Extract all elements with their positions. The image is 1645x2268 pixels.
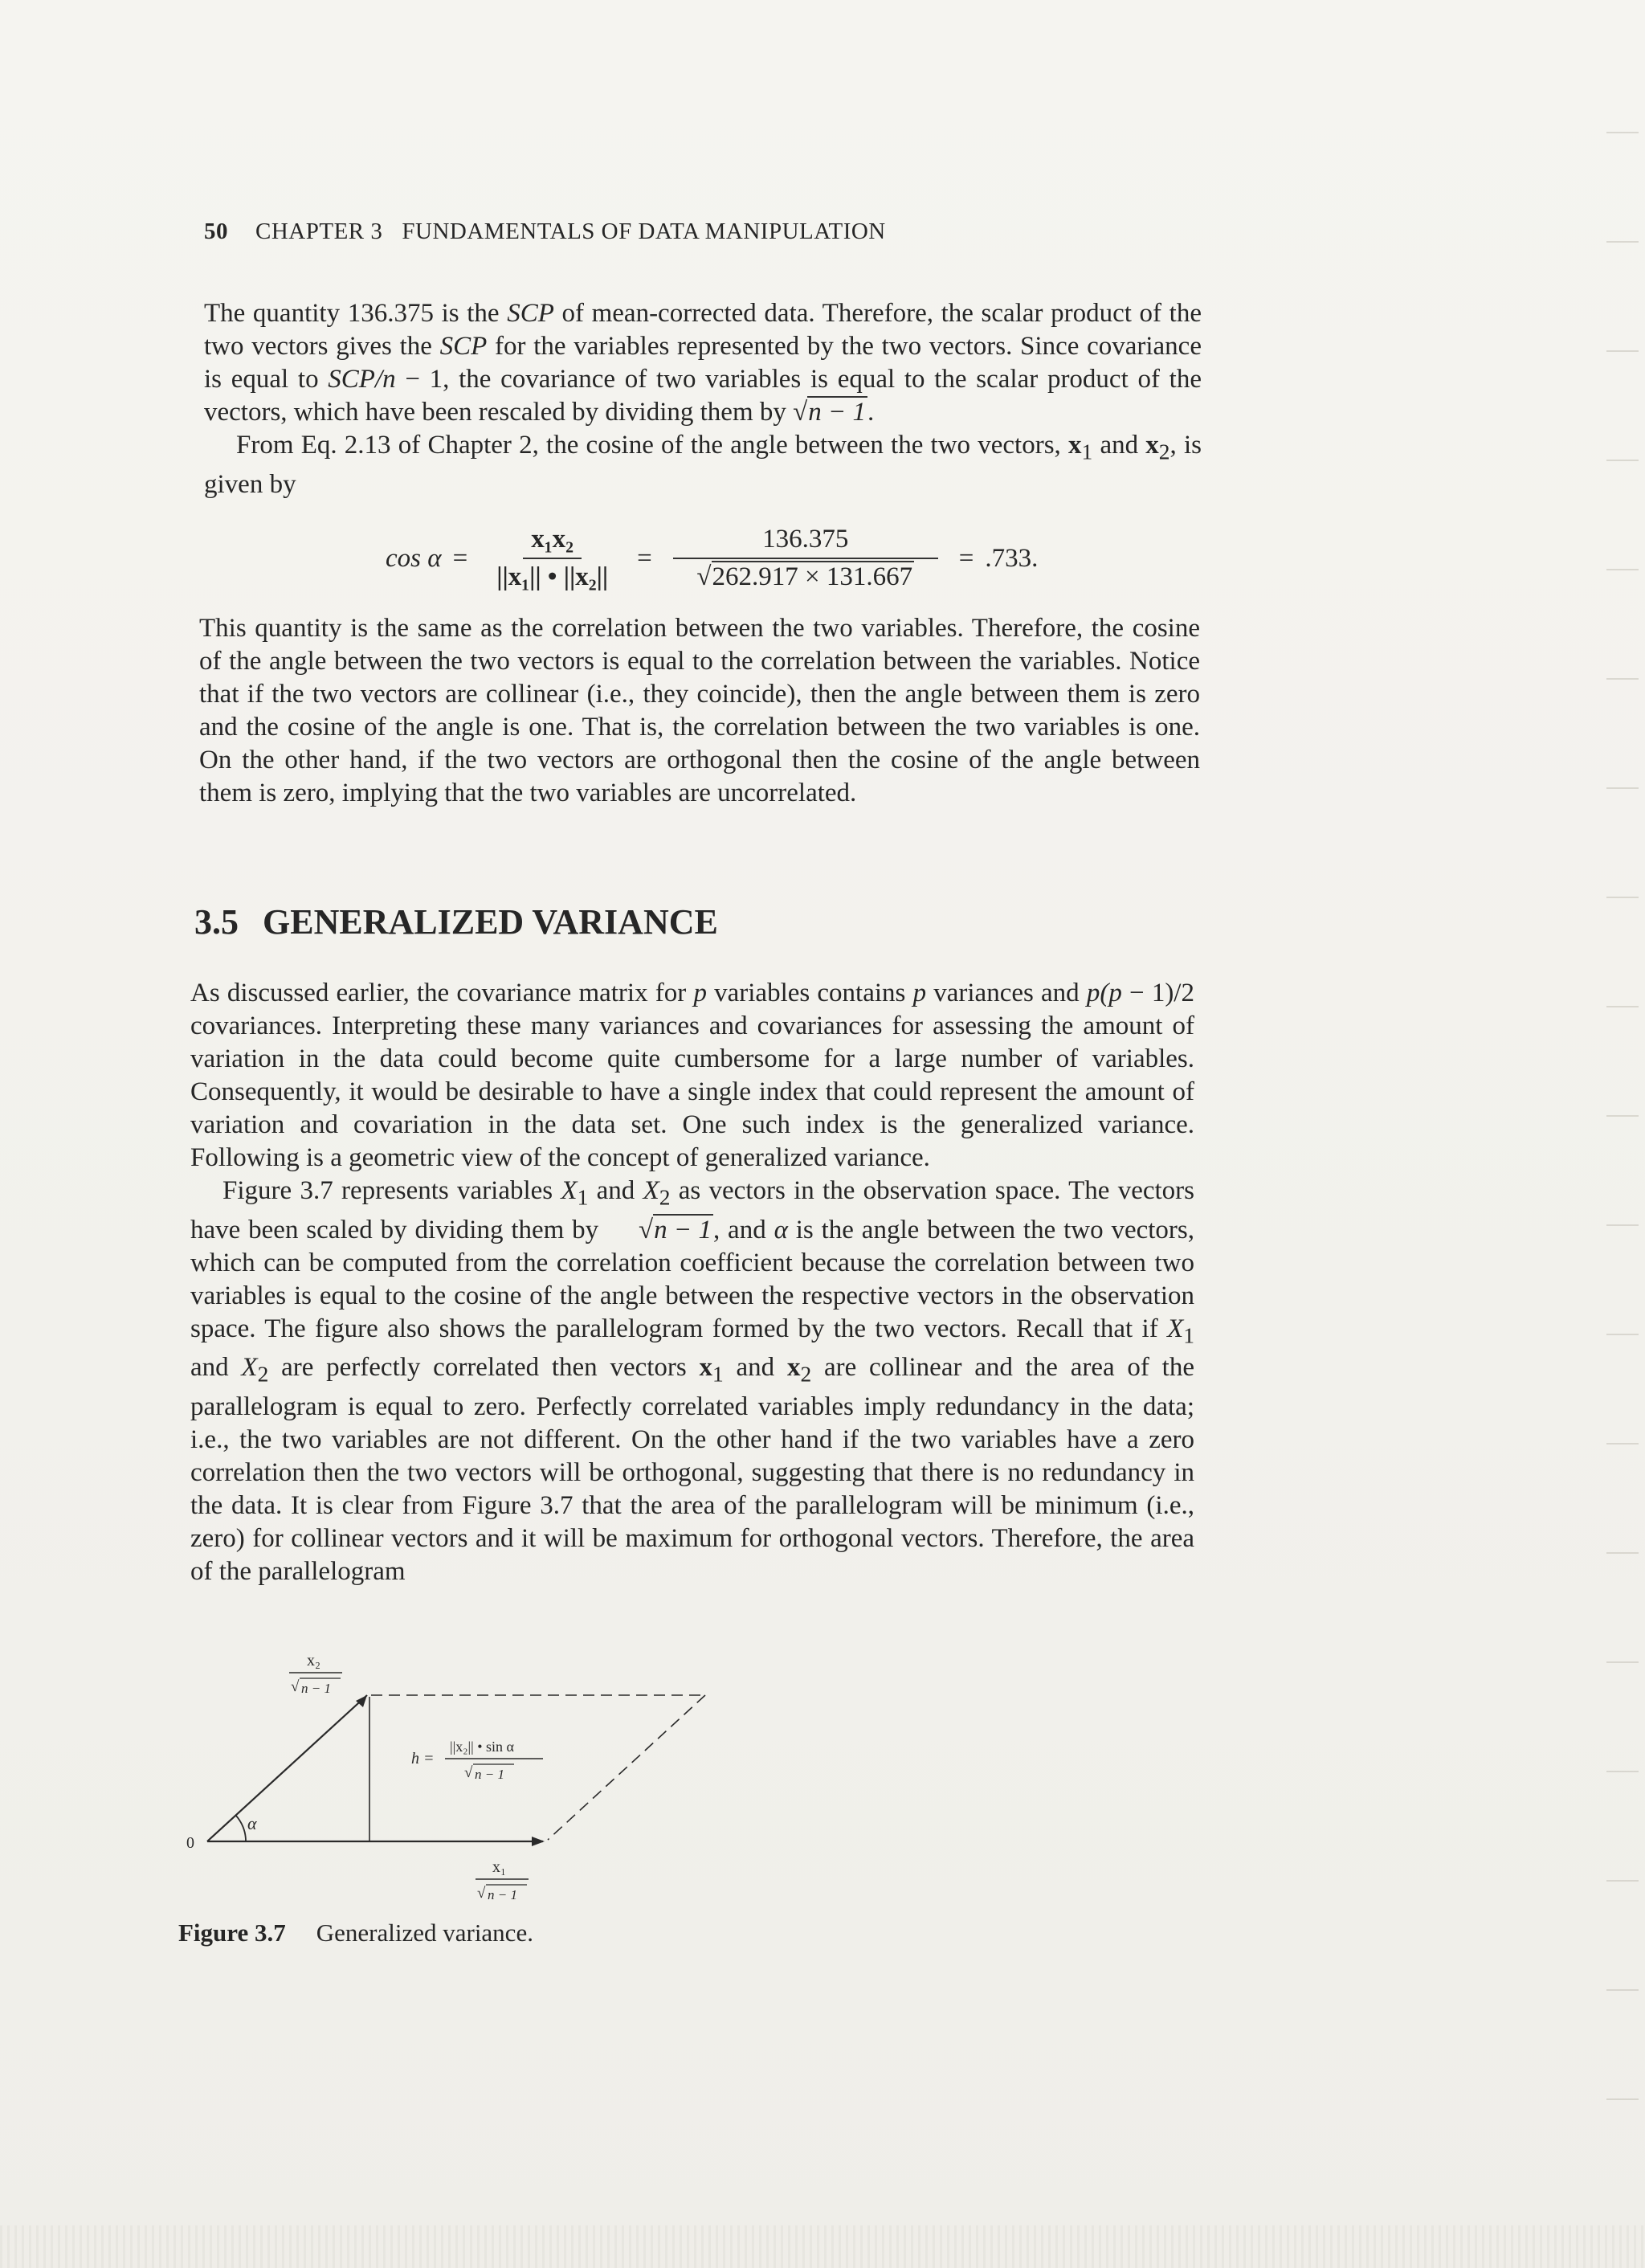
section-heading xyxy=(194,901,718,942)
angle-arc xyxy=(235,1815,246,1841)
origin-label: 0 xyxy=(186,1834,194,1852)
svg-text:√: √ xyxy=(477,1885,486,1902)
x1-label-denominator: n − 1 xyxy=(488,1887,517,1902)
section-number: 3.5 xyxy=(194,902,239,942)
height-numerator: ||x₂|| • sin α xyxy=(450,1739,514,1755)
scan-bottom-noise xyxy=(0,2225,1645,2268)
eq-fraction-values: $\frac{136.375}{√262.917 \times 131.667}$ xyxy=(673,525,938,592)
x2-label-numerator: x₂ xyxy=(307,1652,320,1669)
height-label: h = xyxy=(411,1750,435,1767)
svg-text:√: √ xyxy=(464,1764,473,1781)
parallelogram-side-dashed xyxy=(548,1695,705,1840)
paragraph-figure-description: Figure 3.7 represents variables $X_1$ and $X_2$ as vectors in the observation space. The vectors have been scaled by dividing them by √n − 1, and α is the angle between the two vectors, which can be computed from the correlation coefficient because the correlation between two variables is equal to the cosine of the angle between the respective vectors in the observation space. The figure also shows the parallelogram formed by the two vectors. Recall that if $X_1$ and $X_2$ are perfectly correlated then vectors $x_1$ and $x_2$ are collinear and the area of the parallelogram is equal to zero. Perfectly correlated variables imply redundancy in the data; i.e., the two variables are not different. On the other hand if the two variables have a zero correlation then the two vectors will be orthogonal, suggesting that there is no redundancy in the data. It is clear from Figure 3.7 that the area of the parallelogram will be minimum (i.e., zero) for collinear vectors and it will be maximum for orthogonal vectors. Therefore, the area of the parallelogram xyxy=(190,1176,1195,1586)
parallelogram-figure xyxy=(169,1651,731,1924)
x1-label-numerator: x₁ xyxy=(492,1858,506,1876)
angle-alpha-label: α xyxy=(247,1813,257,1833)
paragraph-correlation: This quantity is the same as the correlation between the two variables. Therefore, the cosine of the angle between the two vectors is equal to the correlation between the variables. Notice that if the two vectors are collinear (i.e., they coincide), then the angle between them is zero and the cosine of the angle is one. That is, the correlation between the two variables is one. On the other hand, if the two vectors are orthogonal then the cosine of the angle between them is zero, implying that the two variables are uncorrelated. xyxy=(199,614,1200,807)
figure-caption xyxy=(178,1919,533,1947)
vector-x1-arrowhead xyxy=(532,1837,545,1846)
height-denominator: n − 1 xyxy=(475,1767,504,1782)
paragraph-cosine-intro: From Eq. 2.13 of Chapter 2, the cosine of the angle between the two vectors, $x_1$ and $x_2$, is given by xyxy=(204,431,1202,499)
paragraph-scp: The quantity 136.375 is the SCP of mean-corrected data. Therefore, the scalar product of the two vectors gives the SCP for the variables represented by the two vectors. Since covariance is equal to SCP/n − 1, the covariance of two variables is equal to the scalar product of the vectors, which have been rescaled by dividing them by √n − 1. From Eq. 2.13 of Chapter 2, the cosine of the angle between the two vectors, $x_1$ and $x_2$, is given by xyxy=(204,297,1202,501)
svg-text:√: √ xyxy=(291,1678,300,1695)
paragraph-generalized-variance: As discussed earlier, the covariance matrix for p variables contains p variances and p(p − 1)/2 covariances. Interpreting these many variances and covariances for assessing the amount of variation in the data could become quite cumbersome for a large number of variables. Consequently, it would be desirable to have a single index that could represent the amount of variation and covariation in the data set. One such index is the generalized variance. Following is a geometric view of the concept of generalized variance. Figure 3.7 represents variables $X_1$ and $X_2$ as vectors in the observation space. The vectors have been scaled by dividing them by √n − 1, and α is the angle between the two vectors, which can be computed from the correlation coefficient because the correlation between two variables is equal to the cosine of the angle between the respective vectors in the observation space. The figure also shows the parallelogram formed by the two vectors. Recall that if $X_1$ and $X_2$ are perfectly correlated then vectors $x_1$ and $x_2$ are collinear and the area of the parallelogram is equal to zero. Perfectly correlated variables imply redundancy in the data; i.e., the two variables are not different. On the other hand if the two variables have a zero correlation then the two vectors will be orthogonal, suggesting that there is no redundancy in the data. It is clear from Figure 3.7 that the area of the parallelogram will be minimum (i.e., zero) for collinear vectors and it will be maximum for orthogonal vectors. Therefore, the area of the parallelogram xyxy=(190,977,1194,1588)
x2-label-denominator: n − 1 xyxy=(301,1681,331,1696)
cosine-equation: cos α = $\frac{\text{x₁x₂}}{\text{||x₁|| • ||x₂||}}$ = $\frac{136.375}{√262.917 \times 131.667}$ = .733. xyxy=(386,525,1039,591)
eq-fraction-vectors: $\frac{\text{x₁x₂}}{\text{||x₁|| • ||x₂||}}$ xyxy=(496,525,609,591)
page-number: 50 xyxy=(204,219,228,244)
running-head xyxy=(204,219,886,245)
chapter-label: CHAPTER 3 xyxy=(255,219,383,244)
page-edge-marks xyxy=(1606,24,1639,2193)
vector-x2-line xyxy=(207,1695,367,1841)
vector-x2-arrowhead xyxy=(356,1695,367,1707)
sqrt-expression: √n − 1 xyxy=(793,398,867,427)
eq-result: .733. xyxy=(985,543,1039,573)
section-title: GENERALIZED VARIANCE xyxy=(263,902,718,942)
figure-caption-text: Generalized variance. xyxy=(316,1919,533,1947)
chapter-title: FUNDAMENTALS OF DATA MANIPULATION xyxy=(402,219,886,244)
eq-lhs: cos α xyxy=(386,543,442,573)
figure-label: Figure 3.7 xyxy=(178,1919,286,1947)
